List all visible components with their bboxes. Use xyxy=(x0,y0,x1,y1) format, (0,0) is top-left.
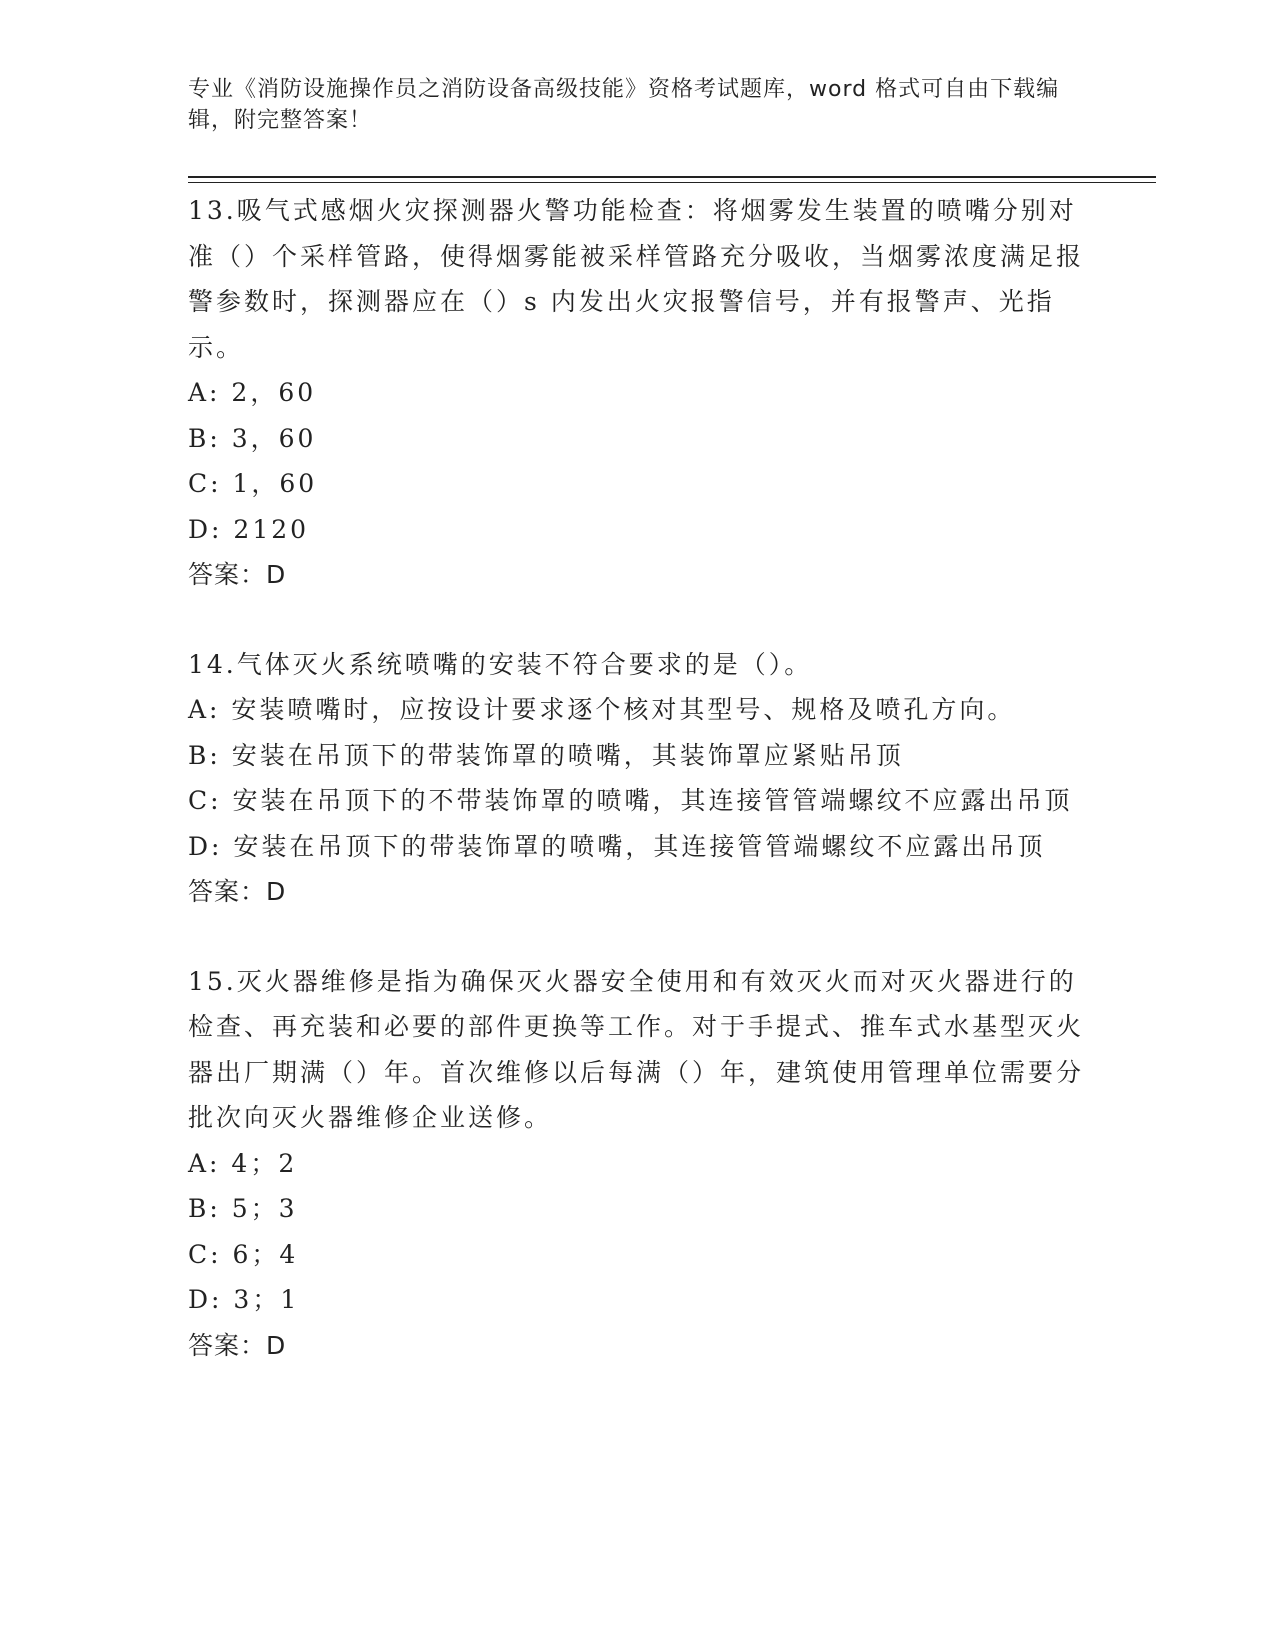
question-15 xyxy=(188,959,1088,1369)
question-stem: 15.灭火器维修是指为确保灭火器安全使用和有效灭火而对灭火器进行的检查、再充装和必要的部件更换等工作。对于手提式、推车式水基型灭火器出厂期满（）年。首次维修以后每满（）年，建筑使用管理单位需要分批次向灭火器维修企业送修。 xyxy=(188,966,1085,1132)
answer-line: 答案：D xyxy=(188,1330,287,1360)
option-b: B: 安装在吊顶下的带装饰罩的喷嘴，其装饰罩应紧贴吊顶 xyxy=(188,740,904,770)
answer-line: 答案：D xyxy=(188,877,287,906)
option-d: D: 安装在吊顶下的带装饰罩的喷嘴，其连接管管端螺纹不应露出吊顶 xyxy=(188,831,1046,861)
question-stem: 14.气体灭火系统喷嘴的安装不符合要求的是（）。 xyxy=(188,649,813,679)
option-c: C: 1，60 xyxy=(188,469,318,498)
question-list xyxy=(188,188,1088,1412)
answer-line: 答案：D xyxy=(188,560,287,589)
option-c: C: 6；4 xyxy=(188,1239,299,1269)
option-c: C: 安装在吊顶下的不带装饰罩的喷嘴，其连接管管端螺纹不应露出吊顶 xyxy=(188,786,1073,815)
option-a: A: 2，60 xyxy=(188,378,317,407)
option-a: A: 安装喷嘴时，应按设计要求逐个核对其型号、规格及喷孔方向。 xyxy=(188,695,1016,724)
option-d: D: 3；1 xyxy=(188,1285,300,1314)
question-14 xyxy=(188,642,1088,915)
option-d: D: 2120 xyxy=(188,514,310,544)
option-b: B: 3，60 xyxy=(188,423,317,453)
question-stem: 13.吸气式感烟火灾探测器火警功能检查：将烟雾发生装置的喷嘴分别对准（）个采样管路，使得烟雾能被采样管路充分吸收，当烟雾浓度满足报警参数时，探测器应在（）s 内发出火灾报警信号，并有报警声、光指示。 xyxy=(188,196,1085,362)
document-header: 专业《消防设施操作员之消防设备高级技能》资格考试题库，word 格式可自由下载编辑，附完整答案！ xyxy=(188,77,1060,133)
question-13 xyxy=(188,188,1088,598)
header-divider-thin xyxy=(188,182,1156,183)
option-a: A: 4；2 xyxy=(188,1148,298,1178)
option-b: B: 5；3 xyxy=(188,1194,298,1223)
header-divider-thick xyxy=(188,176,1156,178)
